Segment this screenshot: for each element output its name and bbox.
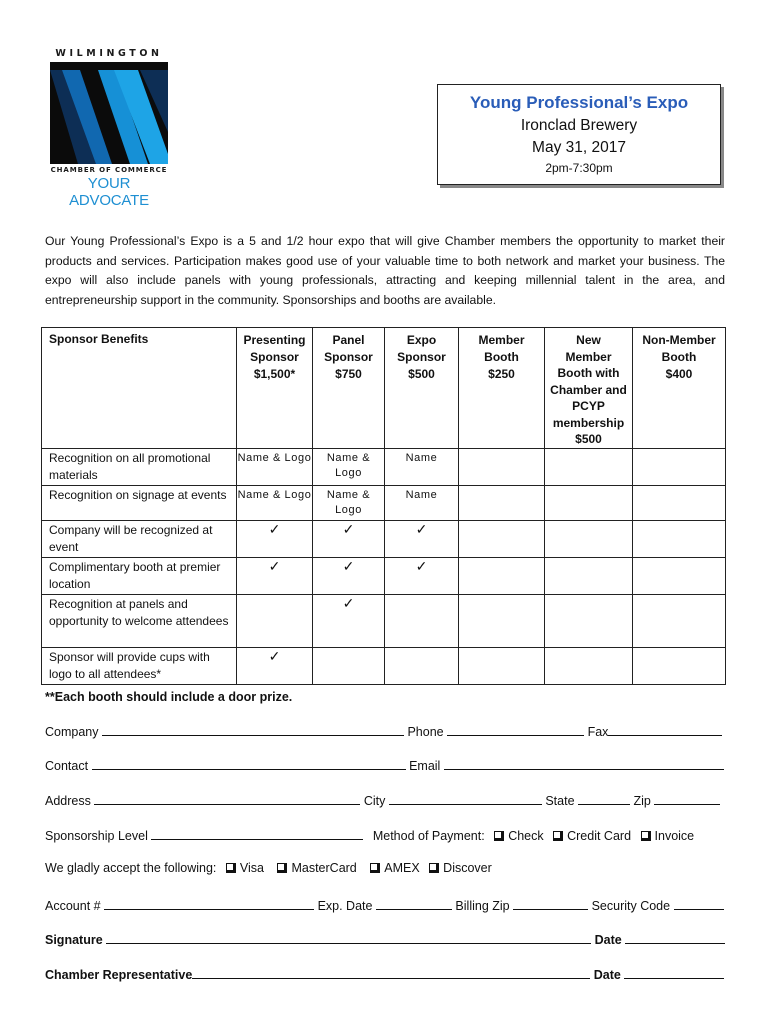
form-row-contact xyxy=(45,756,724,773)
cell-new-member xyxy=(545,557,633,594)
form-row-chamber-rep xyxy=(45,965,724,982)
header-member-booth: Member Booth $250 xyxy=(459,328,545,449)
email-label: Email xyxy=(409,759,441,773)
visa-checkbox[interactable] xyxy=(226,863,236,873)
cell-non-member xyxy=(633,485,726,520)
header-panel: Panel Sponsor $750 xyxy=(313,328,385,449)
company-field[interactable] xyxy=(102,722,404,736)
city-label: City xyxy=(363,794,386,808)
mastercard-label: MasterCard xyxy=(291,861,357,875)
table-row xyxy=(42,485,726,520)
cell-non-member xyxy=(633,647,726,684)
row-label: Company will be recognized at event xyxy=(42,520,237,557)
table-row xyxy=(42,448,726,485)
cell-expo: Name xyxy=(385,448,459,485)
contact-label: Contact xyxy=(45,759,89,773)
header-expo: Expo Sponsor $500 xyxy=(385,328,459,449)
row-label: Recognition on signage at events xyxy=(42,485,237,520)
payment-method-label: Method of Payment: xyxy=(372,829,485,843)
chamber-logo xyxy=(50,48,168,209)
exp-date-label: Exp. Date xyxy=(317,899,373,913)
signature-date-field[interactable] xyxy=(625,930,725,944)
address-field[interactable] xyxy=(94,791,360,805)
door-prize-note: **Each booth should include a door prize. xyxy=(45,690,293,704)
cell-panel: ✓ xyxy=(313,594,385,647)
cell-expo xyxy=(385,647,459,684)
sponsorship-level-label: Sponsorship Level xyxy=(45,829,148,843)
invoice-label: Invoice xyxy=(654,829,695,843)
cell-member xyxy=(459,485,545,520)
cell-expo: ✓ xyxy=(385,557,459,594)
form-row-sponsorship xyxy=(45,826,694,843)
logo-mark-icon xyxy=(50,62,168,164)
header-new-member-booth: New Member Booth with Chamber and PCYP membership $500 xyxy=(545,328,633,449)
signature-label: Signature xyxy=(45,933,103,947)
invoice-checkbox[interactable] xyxy=(641,831,651,841)
cell-panel: ✓ xyxy=(313,520,385,557)
discover-label: Discover xyxy=(443,861,492,875)
logo-org: CHAMBER OF COMMERCE xyxy=(50,166,168,174)
visa-label: Visa xyxy=(239,861,264,875)
credit-card-label: Credit Card xyxy=(567,829,632,843)
cell-new-member xyxy=(545,520,633,557)
check-checkbox[interactable] xyxy=(494,831,504,841)
row-label: Recognition at panels and opportunity to welcome attendees xyxy=(42,594,237,647)
cell-non-member xyxy=(633,594,726,647)
security-code-field[interactable] xyxy=(674,896,724,910)
cell-expo xyxy=(385,594,459,647)
cell-expo: Name xyxy=(385,485,459,520)
cell-presenting: Name & Logo xyxy=(237,485,313,520)
cell-non-member xyxy=(633,557,726,594)
event-date: May 31, 2017 xyxy=(532,139,626,156)
cell-presenting: ✓ xyxy=(237,557,313,594)
state-label: State xyxy=(545,794,575,808)
table-row xyxy=(42,520,726,557)
fax-field[interactable] xyxy=(608,722,722,736)
header-presenting: Presenting Sponsor $1,500* xyxy=(237,328,313,449)
city-field[interactable] xyxy=(389,791,542,805)
chamber-rep-field[interactable] xyxy=(192,965,590,979)
logo-tagline: YOUR ADVOCATE xyxy=(69,175,149,209)
email-field[interactable] xyxy=(444,756,724,770)
discover-checkbox[interactable] xyxy=(429,863,439,873)
event-venue: Ironclad Brewery xyxy=(520,117,638,134)
signature-field[interactable] xyxy=(106,930,591,944)
form-row-company xyxy=(45,722,722,739)
logo-city: WILMINGTON xyxy=(55,48,163,59)
account-label: Account # xyxy=(45,899,101,913)
event-title-box xyxy=(437,84,721,185)
cell-new-member xyxy=(545,594,633,647)
cell-panel: Name & Logo xyxy=(313,448,385,485)
event-time: 2pm-7:30pm xyxy=(545,161,613,175)
form-row-cards xyxy=(45,861,492,875)
cell-member xyxy=(459,448,545,485)
header-sponsor-benefits: Sponsor Benefits xyxy=(42,328,237,449)
chamber-rep-date-field[interactable] xyxy=(624,965,724,979)
cell-presenting: ✓ xyxy=(237,520,313,557)
cell-presenting xyxy=(237,594,313,647)
table-row xyxy=(42,647,726,684)
table-header-row xyxy=(42,328,726,449)
table-row xyxy=(42,557,726,594)
table-row xyxy=(42,594,726,647)
sponsorship-level-field[interactable] xyxy=(151,826,363,840)
cell-expo: ✓ xyxy=(385,520,459,557)
row-label: Recognition on all promotional materials xyxy=(42,448,237,485)
cell-presenting: Name & Logo xyxy=(237,448,313,485)
amex-label: AMEX xyxy=(384,861,420,875)
cell-panel xyxy=(313,647,385,684)
credit-card-checkbox[interactable] xyxy=(553,831,563,841)
address-label: Address xyxy=(45,794,91,808)
row-label: Sponsor will provide cups with logo to all attendees* xyxy=(42,647,237,684)
form-row-signature xyxy=(45,930,725,947)
billing-zip-field[interactable] xyxy=(513,896,588,910)
security-code-label: Security Code xyxy=(591,899,671,913)
cell-new-member xyxy=(545,485,633,520)
check-label: Check xyxy=(508,829,544,843)
phone-field[interactable] xyxy=(447,722,584,736)
mastercard-checkbox[interactable] xyxy=(277,863,287,873)
event-title: Young Professional’s Expo xyxy=(469,93,689,112)
cell-panel: ✓ xyxy=(313,557,385,594)
contact-field[interactable] xyxy=(92,756,406,770)
row-label: Complimentary booth at premier location xyxy=(42,557,237,594)
exp-date-field[interactable] xyxy=(376,896,452,910)
cell-new-member xyxy=(545,448,633,485)
accept-label: We gladly accept the following: xyxy=(45,861,217,875)
fax-label: Fax xyxy=(587,725,609,739)
account-field[interactable] xyxy=(104,896,314,910)
sponsor-benefits-table xyxy=(41,327,726,685)
header-non-member-booth: Non-Member Booth $400 xyxy=(633,328,726,449)
state-field[interactable] xyxy=(578,791,630,805)
cell-member xyxy=(459,594,545,647)
zip-label: Zip xyxy=(633,794,651,808)
form-row-account xyxy=(45,896,724,913)
amex-checkbox[interactable] xyxy=(370,863,380,873)
cell-member xyxy=(459,557,545,594)
phone-label: Phone xyxy=(407,725,444,739)
zip-field[interactable] xyxy=(654,791,720,805)
cell-panel: Name & Logo xyxy=(313,485,385,520)
cell-non-member xyxy=(633,520,726,557)
cell-member xyxy=(459,647,545,684)
company-label: Company xyxy=(45,725,99,739)
signature-date-label: Date xyxy=(594,933,622,947)
form-row-address xyxy=(45,791,720,808)
billing-zip-label: Billing Zip xyxy=(455,899,510,913)
cell-new-member xyxy=(545,647,633,684)
intro-paragraph: Our Young Professional’s Expo is a 5 and 1/2 hour expo that will give Chamber members the opportunity to market their products and services. Participation makes good use of your valuable time to both network and market your business. The expo will also include panels with young professionals, attracting and keeping millennial talent in the area, and entrepreneurship support in the community. Sponsorships and booths are available. xyxy=(45,234,725,307)
chamber-rep-label: Chamber Representative xyxy=(45,968,193,982)
chamber-rep-date-label: Date xyxy=(593,968,621,982)
cell-non-member xyxy=(633,448,726,485)
cell-presenting: ✓ xyxy=(237,647,313,684)
cell-member xyxy=(459,520,545,557)
